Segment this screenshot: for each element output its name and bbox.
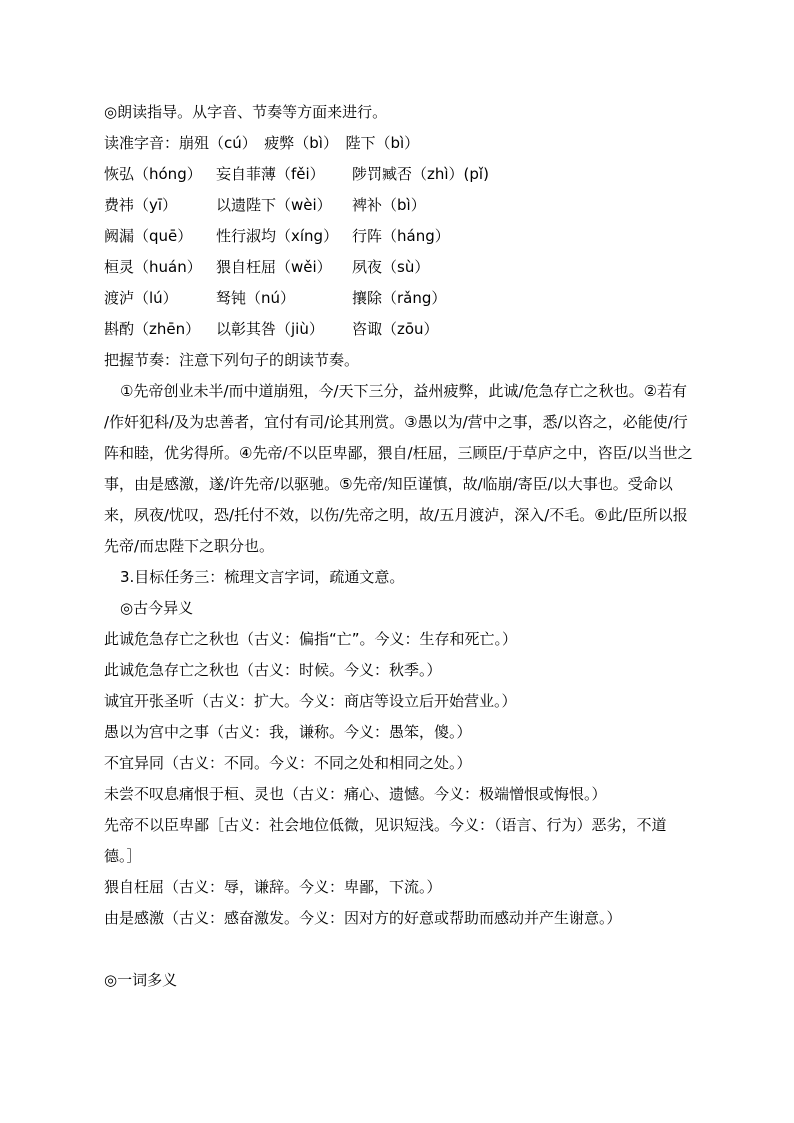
pronunciation-item: 费祎（yī） [104,196,178,214]
rhythm-line: /作奸犯科/及为忠善者，宜付有司/论其刑赏。③愚以为/营中之事，悉/以咨之，必能使/行 [104,413,688,431]
rhythm-title: 把握节奏：注意下列句子的朗读节奏。 [104,351,360,369]
gujin-item: 未尝不叹息痛恨于桓、灵也（古义：痛心、遗憾。今义：极端憎恨或悔恨。） [104,785,607,803]
pronunciation-item: 阙漏（quē） [104,227,193,245]
pronunciation-item: 咨诹（zōu） [352,320,439,338]
pronunciation-item: 桓灵（huán） [104,258,202,276]
rhythm-line: 事，由是感激，遂/许先帝/以驱驰。⑤先帝/知臣谨慎，故/临崩/寄臣/以大事也。受命以 [104,475,673,493]
pronunciation-item: 驽钝（nú） [216,289,296,307]
task3-heading: 3.目标任务三：梳理文言字词，疏通文意。 [120,568,405,586]
pronunciation-item: 猥自枉屈（wěi） [216,258,332,276]
pronunciation-item: 性行淑均（xíng） [216,227,339,245]
polysemy-title: ◎一词多义 [104,971,178,989]
pronunciation-item: 裨补（bì） [352,196,426,214]
rhythm-line: ①先帝创业未半/而中道崩殂，今/天下三分，益州疲弊，此诚/危急存亡之秋也。②若有 [120,382,688,400]
pronunciation-item: 渡泸（lú） [104,289,178,307]
gujin-item: 猥自枉屈（古义：辱，谦辞。今义：卑鄙，下流。） [104,878,442,896]
rhythm-line: 来，夙夜/忧叹，恐/托付不效，以伤/先帝之明，故/五月渡泸，深入/不毛。⑥此/臣所以报 [104,506,688,524]
pronunciation-item: 夙夜（sù） [352,258,430,276]
gujin-item: 先帝不以臣卑鄙［古义：社会地位低微，见识短浅。今义：（语言、行为）恶劣，不道 [104,816,667,834]
guide-title: ◎朗读指导。从字音、节奏等方面来进行。 [104,103,388,121]
rhythm-line: 阵和睦，优劣得所。④先帝/不以臣卑鄙，猥自/枉屈，三顾臣/于草庐之中，咨臣/以当世之 [104,444,693,462]
gujin-item: 此诚危急存亡之秋也（古义：偏指“亡”。今义：生存和死亡。） [104,630,518,648]
gujin-item: 愚以为宫中之事（古义：我，谦称。今义：愚笨，傻。） [104,723,472,741]
rhythm-line: 先帝/而忠陛下之职分也。 [104,537,275,555]
pronunciation-item: 攘除（rǎng） [352,289,447,307]
pronunciation-item: 妄自菲薄（fěi） [216,165,325,183]
gujin-item: 不宜异同（古义：不同。今义：不同之处和相同之处。） [104,754,472,772]
pronunciation-item: 陟罚臧否（zhì）(pǐ) [352,165,489,183]
pronunciation-first-line: 读准字音：崩殂（cú） 疲弊（bì） 陛下（bì） [104,134,420,152]
gujin-item: 诚宜开张圣听（古义：扩大。今义：商店等设立后开始营业。） [104,692,517,710]
pronunciation-item: 斟酌（zhēn） [104,320,201,338]
gujin-item: 由是感激（古义：感奋激发。今义：因对方的好意或帮助而感动并产生谢意。） [104,909,622,927]
pronunciation-item: 以遗陛下（wèi） [216,196,332,214]
gujin-title: ◎古今异义 [120,599,194,617]
pronunciation-item: 恢弘（hóng） [104,165,202,183]
gujin-item: 此诚危急存亡之秋也（古义：时候。今义：秋季。） [104,661,442,679]
pronunciation-item: 行阵（háng） [352,227,450,245]
pronunciation-item: 以彰其咎（jiù） [216,320,324,338]
gujin-item-continuation: 德。］ [104,847,142,865]
